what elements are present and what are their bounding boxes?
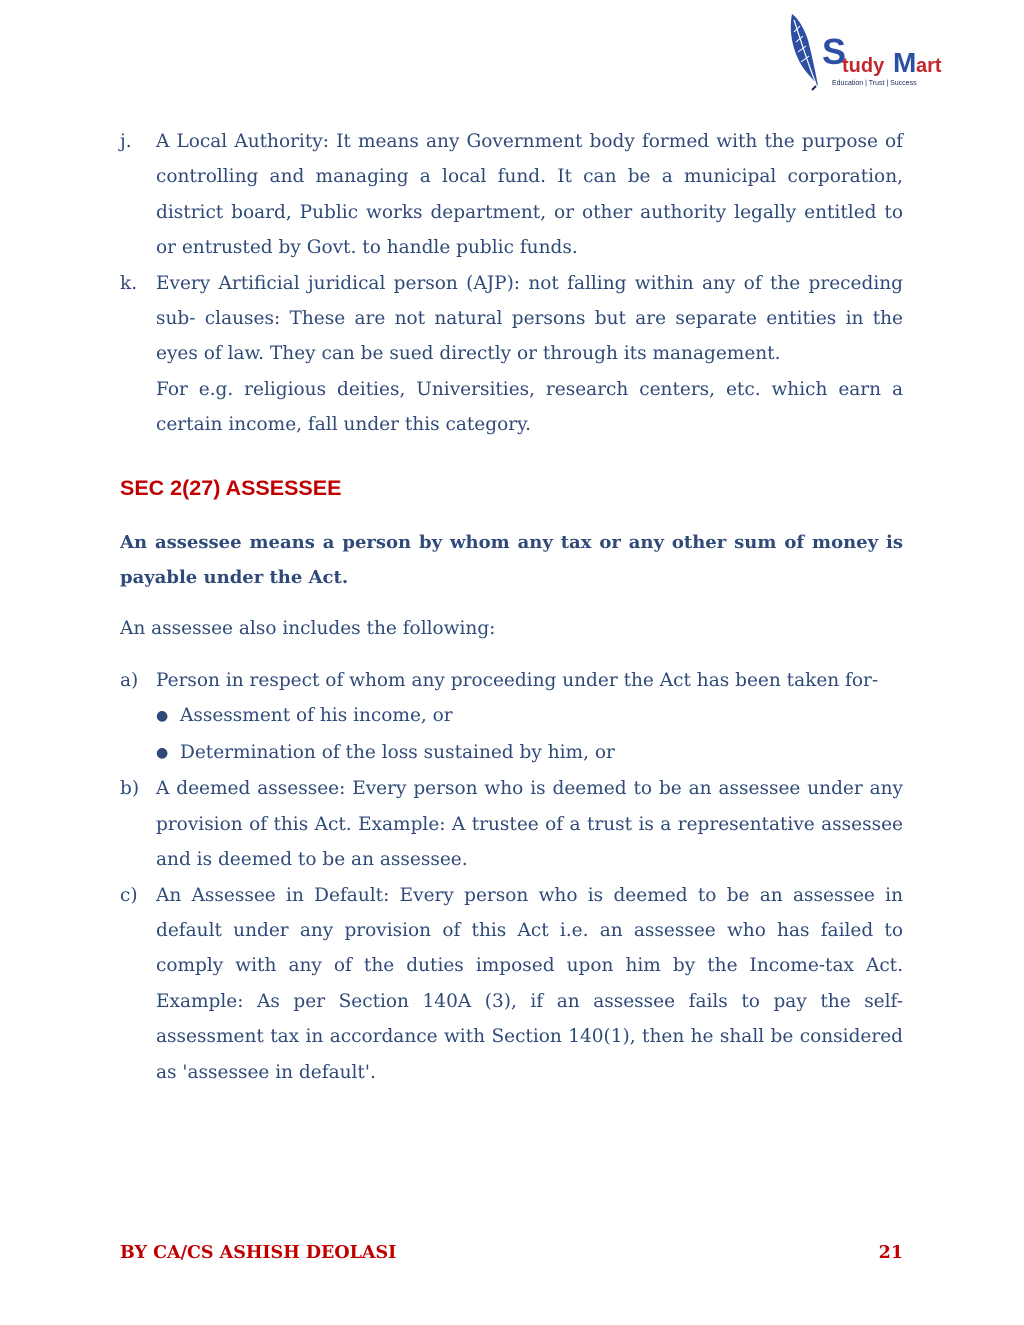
section-heading: SEC 2(27) ASSESSEE xyxy=(120,475,342,500)
bullet-list xyxy=(120,698,903,771)
list-item-a xyxy=(120,663,903,698)
feather-quill-icon xyxy=(786,12,966,92)
svg-text:Education | Trust | Success: Education | Trust | Success xyxy=(832,80,917,87)
bullet-item xyxy=(156,735,903,772)
svg-text:M: M xyxy=(893,47,917,78)
deemed-assessee-text: A deemed assessee: Every person who is deemed to be an assessee under any provision of this Act. Example: A trustee of a trust is a representative assessee and is deemed to be an assessee. xyxy=(156,778,903,871)
bullet-text: Determination of the loss sustained by him, or xyxy=(180,741,615,763)
bullet-item xyxy=(156,698,903,735)
list-marker: j. xyxy=(120,131,132,152)
assessee-definition: An assessee means a person by whom any tax or any other sum of money is payable under the Act. xyxy=(120,531,903,589)
includes-intro: An assessee also includes the following: xyxy=(120,618,496,640)
svg-text:S: S xyxy=(822,31,847,72)
list-marker: b) xyxy=(120,778,140,800)
page-content xyxy=(120,124,903,1090)
footer-author: BY CA/CS ASHISH DEOLASI xyxy=(120,1243,397,1263)
ajp-text: Every Artificial juridical person (AJP): not falling within any of the preceding sub- clauses: These are not natural persons but are separate entities in the eyes of law. They can be sued directly or through its management. xyxy=(156,272,903,365)
ajp-example-text: For e.g. religious deities, Universities, research centers, etc. which earn a certain income, fall under this category. xyxy=(156,378,903,436)
assessee-in-default-text: An Assessee in Default: Every person who is deemed to be an assessee in default under any provision of this Act i.e. an assessee who has failed to comply with any of the duties imposed upon him by the Income-tax Act. Example: As per Section 140A (3), if an assessee fails to pay the self-assessment tax in accordance with Section 140(1), then he shall be considered as 'assessee in default'. xyxy=(156,884,903,1083)
local-authority-text: A Local Authority: It means any Government body formed with the purpose of controlling and managing a local fund. It can be a municipal corporation, district board, Public works department, or other authority legally entitled to or entrusted by Govt. to handle public funds. xyxy=(156,131,903,259)
bullet-text: Assessment of his income, or xyxy=(180,705,453,727)
study-mart-logo xyxy=(786,12,966,92)
list-item-k xyxy=(120,266,903,443)
list-item-b xyxy=(120,771,903,877)
bullet-icon: ● xyxy=(156,744,169,761)
svg-text:art: art xyxy=(916,55,942,77)
list-marker: c) xyxy=(120,884,138,906)
page-footer xyxy=(120,1238,903,1268)
bullet-icon: ● xyxy=(156,708,169,725)
list-item-c xyxy=(120,878,903,1090)
list-marker: k. xyxy=(120,272,138,294)
proceeding-text: Person in respect of whom any proceeding under the Act has been taken for- xyxy=(156,669,879,691)
list-item-j xyxy=(120,124,903,266)
page-number: 21 xyxy=(878,1243,903,1263)
svg-text:tudy: tudy xyxy=(842,55,885,77)
list-marker: a) xyxy=(120,669,139,691)
